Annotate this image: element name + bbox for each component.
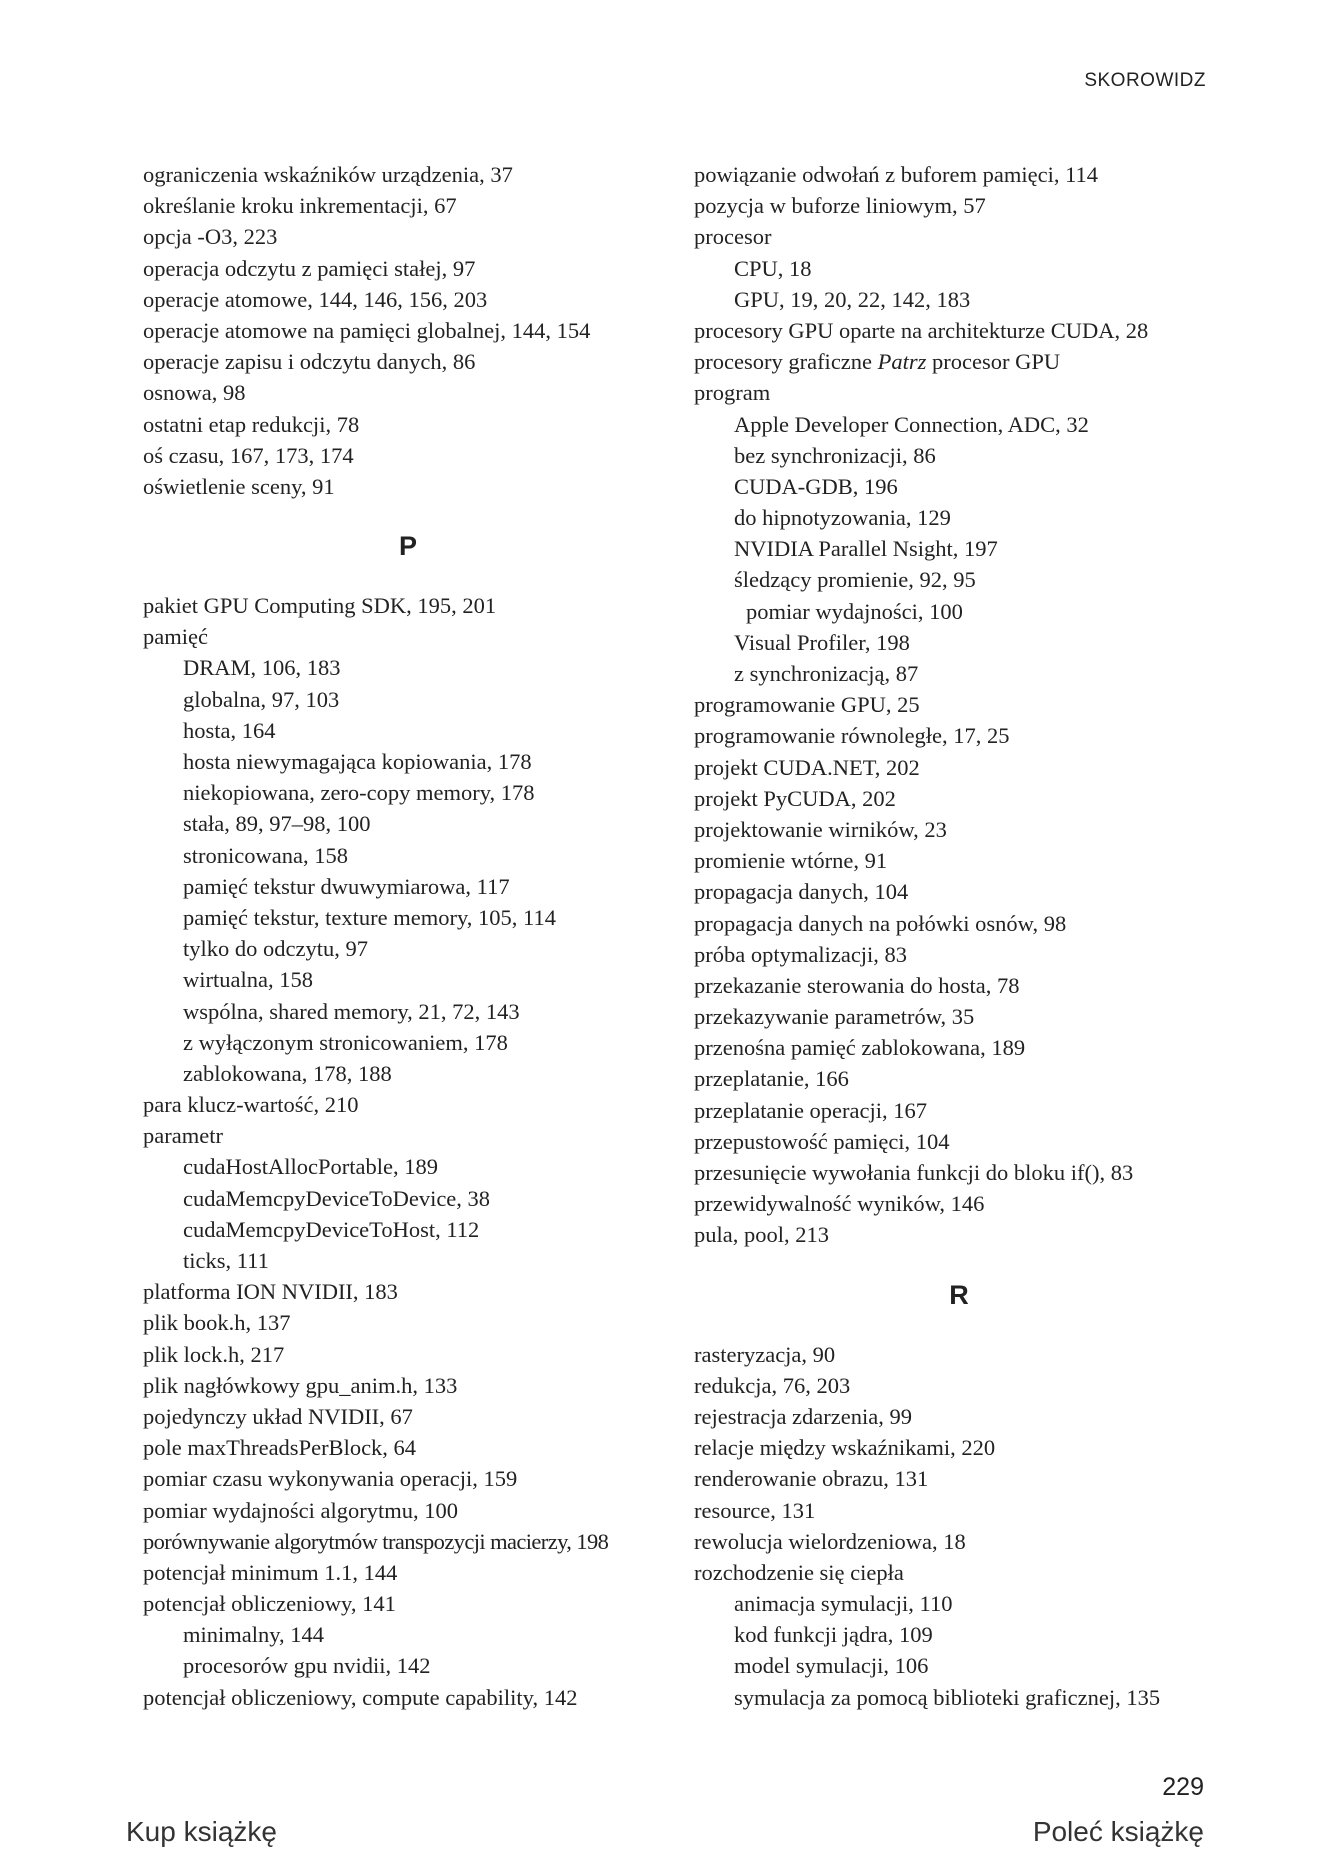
index-entry: operacje zapisu i odczytu danych, 86 (143, 349, 476, 375)
index-column-right (694, 159, 1224, 1713)
index-subentry: stała, 89, 97–98, 100 (183, 811, 371, 837)
index-subentry: globalna, 97, 103 (183, 686, 340, 712)
index-subentry: hosta, 164 (183, 717, 276, 743)
index-entry: przekazanie sterowania do hosta, 78 (694, 972, 1020, 998)
index-entry: ostatni etap redukcji, 78 (143, 411, 360, 437)
index-entry: redukcja, 76, 203 (694, 1372, 851, 1398)
index-subentry: zablokowana, 178, 188 (183, 1060, 392, 1086)
running-head: SKOROWIDZ (1084, 70, 1206, 91)
index-entry: renderowanie obrazu, 131 (694, 1466, 929, 1492)
index-entry: rasteryzacja, 90 (694, 1341, 836, 1367)
index-subentry: kod funkcji jądra, 109 (734, 1622, 933, 1648)
index-subentry: pamięć tekstur, texture memory, 105, 114 (183, 904, 556, 930)
index-subentry: DRAM, 106, 183 (183, 655, 341, 681)
index-subentry: z synchronizacją, 87 (734, 661, 919, 686)
index-subentry: minimalny, 144 (183, 1622, 325, 1648)
index-entry: programowanie równoległe, 17, 25 (694, 723, 1010, 749)
index-entry: procesor (694, 224, 772, 250)
index-subentry: wspólna, shared memory, 21, 72, 143 (183, 998, 520, 1024)
index-entry: pojedynczy układ NVIDII, 67 (143, 1403, 413, 1429)
index-entry: promienie wtórne, 91 (694, 848, 888, 874)
see-reference-italic: Patrz (877, 349, 927, 375)
index-entry: projektowanie wirników, 23 (694, 816, 947, 842)
index-entry: projekt CUDA.NET, 202 (694, 754, 920, 780)
index-subentry: model symulacji, 106 (734, 1653, 929, 1679)
index-entry: pole maxThreadsPerBlock, 64 (143, 1435, 417, 1461)
section-letter-heading: P (398, 531, 417, 562)
index-subentry: procesorów gpu nvidii, 142 (183, 1653, 431, 1679)
index-entry: potencjał obliczeniowy, compute capability, 142 (143, 1684, 578, 1710)
index-entry (694, 346, 1224, 377)
index-entry: propagacja danych, 104 (694, 879, 909, 905)
index-subentry: pomiar wydajności, 100 (746, 598, 963, 624)
index-entry: rozchodzenie się ciepła (694, 1559, 904, 1585)
index-subentry: stronicowana, 158 (183, 842, 348, 868)
index-entry: ograniczenia wskaźników urządzenia, 37 (143, 162, 513, 187)
index-entry: porównywanie algorytmów transpozycji macierzy, 198 (143, 1528, 609, 1554)
index-entry: relacje między wskaźnikami, 220 (694, 1435, 996, 1461)
page-number: 229 (1162, 1773, 1204, 1801)
index-subentry: symulacja za pomocą biblioteki graficznej, 135 (734, 1684, 1161, 1710)
index-entry: przenośna pamięć zablokowana, 189 (694, 1035, 1026, 1061)
index-entry: pula, pool, 213 (694, 1222, 829, 1248)
recommend-book-link[interactable]: Poleć książkę (1032, 1816, 1204, 1847)
index-entry: pamięć (143, 624, 208, 650)
see-reference-target: procesor GPU (926, 349, 1061, 375)
index-subentry: CUDA-GDB, 196 (734, 473, 898, 499)
index-subentry: hosta niewymagająca kopiowania, 178 (183, 749, 532, 774)
index-entry: platforma ION NVIDII, 183 (143, 1279, 398, 1305)
index-entry: potencjał minimum 1.1, 144 (143, 1559, 398, 1585)
index-entry: potencjał obliczeniowy, 141 (143, 1591, 396, 1617)
index-subentry: cudaMemcpyDeviceToHost, 112 (183, 1216, 480, 1242)
index-subentry: śledzący promienie, 92, 95 (734, 567, 976, 593)
index-entry: operacje atomowe, 144, 146, 156, 203 (143, 286, 488, 312)
index-entry: operacja odczytu z pamięci stałej, 97 (143, 255, 476, 281)
index-subentry: ticks, 111 (183, 1248, 269, 1273)
index-column-left (143, 159, 673, 1713)
index-entry: procesory GPU oparte na architekturze CUDA, 28 (694, 317, 1149, 343)
index-subentry: animacja symulacji, 110 (734, 1591, 953, 1617)
index-entry: operacje atomowe na pamięci globalnej, 144, 154 (143, 317, 591, 343)
section-letter-heading: R (949, 1279, 969, 1310)
index-subentry: do hipnotyzowania, 129 (734, 505, 951, 531)
index-subentry: tylko do odczytu, 97 (183, 936, 368, 962)
index-subentry: Visual Profiler, 198 (734, 629, 910, 655)
buy-book-link[interactable]: Kup książkę (126, 1816, 277, 1847)
index-entry: pomiar czasu wykonywania operacji, 159 (143, 1466, 518, 1492)
index-entry: para klucz-wartość, 210 (143, 1092, 359, 1118)
index-entry: programowanie GPU, 25 (694, 692, 920, 718)
index-entry: propagacja danych na połówki osnów, 98 (694, 910, 1067, 936)
index-entry: plik lock.h, 217 (143, 1341, 285, 1367)
index-entry: pomiar wydajności algorytmu, 100 (143, 1497, 458, 1523)
index-entry: opcja -O3, 223 (143, 224, 278, 250)
index-entry: pakiet GPU Computing SDK, 195, 201 (143, 593, 497, 619)
index-subentry: cudaMemcpyDeviceToDevice, 38 (183, 1185, 491, 1211)
index-subentry: GPU, 19, 20, 22, 142, 183 (734, 286, 971, 312)
index-subentry: wirtualna, 158 (183, 967, 313, 993)
index-entry: przeplatanie operacji, 167 (694, 1097, 928, 1123)
index-entry: oświetlenie sceny, 91 (143, 473, 335, 499)
index-subentry: z wyłączonym stronicowaniem, 178 (183, 1029, 508, 1055)
index-entry: rejestracja zdarzenia, 99 (694, 1403, 912, 1429)
index-entry: przeplatanie, 166 (694, 1066, 849, 1092)
index-entry: program (694, 380, 771, 406)
index-entry: plik book.h, 137 (143, 1310, 291, 1336)
index-subentry: niekopiowana, zero-copy memory, 178 (183, 780, 535, 806)
index-entry: przewidywalność wyników, 146 (694, 1191, 985, 1217)
index-entry: osnowa, 98 (143, 380, 246, 406)
index-entry: przesunięcie wywołania funkcji do bloku if(), 83 (694, 1160, 1134, 1185)
index-entry: parametr (143, 1123, 223, 1149)
index-entry-text: procesory graficzne (694, 349, 878, 375)
index-entry: określanie kroku inkrementacji, 67 (143, 193, 457, 219)
index-entry: resource, 131 (694, 1497, 816, 1523)
index-entry: projekt PyCUDA, 202 (694, 785, 896, 811)
index-subentry: pamięć tekstur dwuwymiarowa, 117 (183, 873, 510, 899)
index-entry: pozycja w buforze liniowym, 57 (694, 193, 986, 219)
index-subentry: Apple Developer Connection, ADC, 32 (734, 411, 1089, 437)
index-entry: plik nagłówkowy gpu_anim.h, 133 (143, 1372, 458, 1398)
index-subentry: CPU, 18 (734, 255, 812, 281)
index-subentry: bez synchronizacji, 86 (734, 442, 936, 468)
index-entry: rewolucja wielordzeniowa, 18 (694, 1528, 966, 1554)
index-subentry: NVIDIA Parallel Nsight, 197 (734, 536, 998, 562)
index-entry: próba optymalizacji, 83 (694, 941, 908, 967)
index-entry: oś czasu, 167, 173, 174 (143, 442, 354, 468)
index-entry: przepustowość pamięci, 104 (694, 1128, 950, 1154)
index-entry: powiązanie odwołań z buforem pamięci, 114 (694, 162, 1099, 187)
index-entry: przekazywanie parametrów, 35 (694, 1004, 975, 1030)
index-subentry: cudaHostAllocPortable, 189 (183, 1154, 438, 1180)
